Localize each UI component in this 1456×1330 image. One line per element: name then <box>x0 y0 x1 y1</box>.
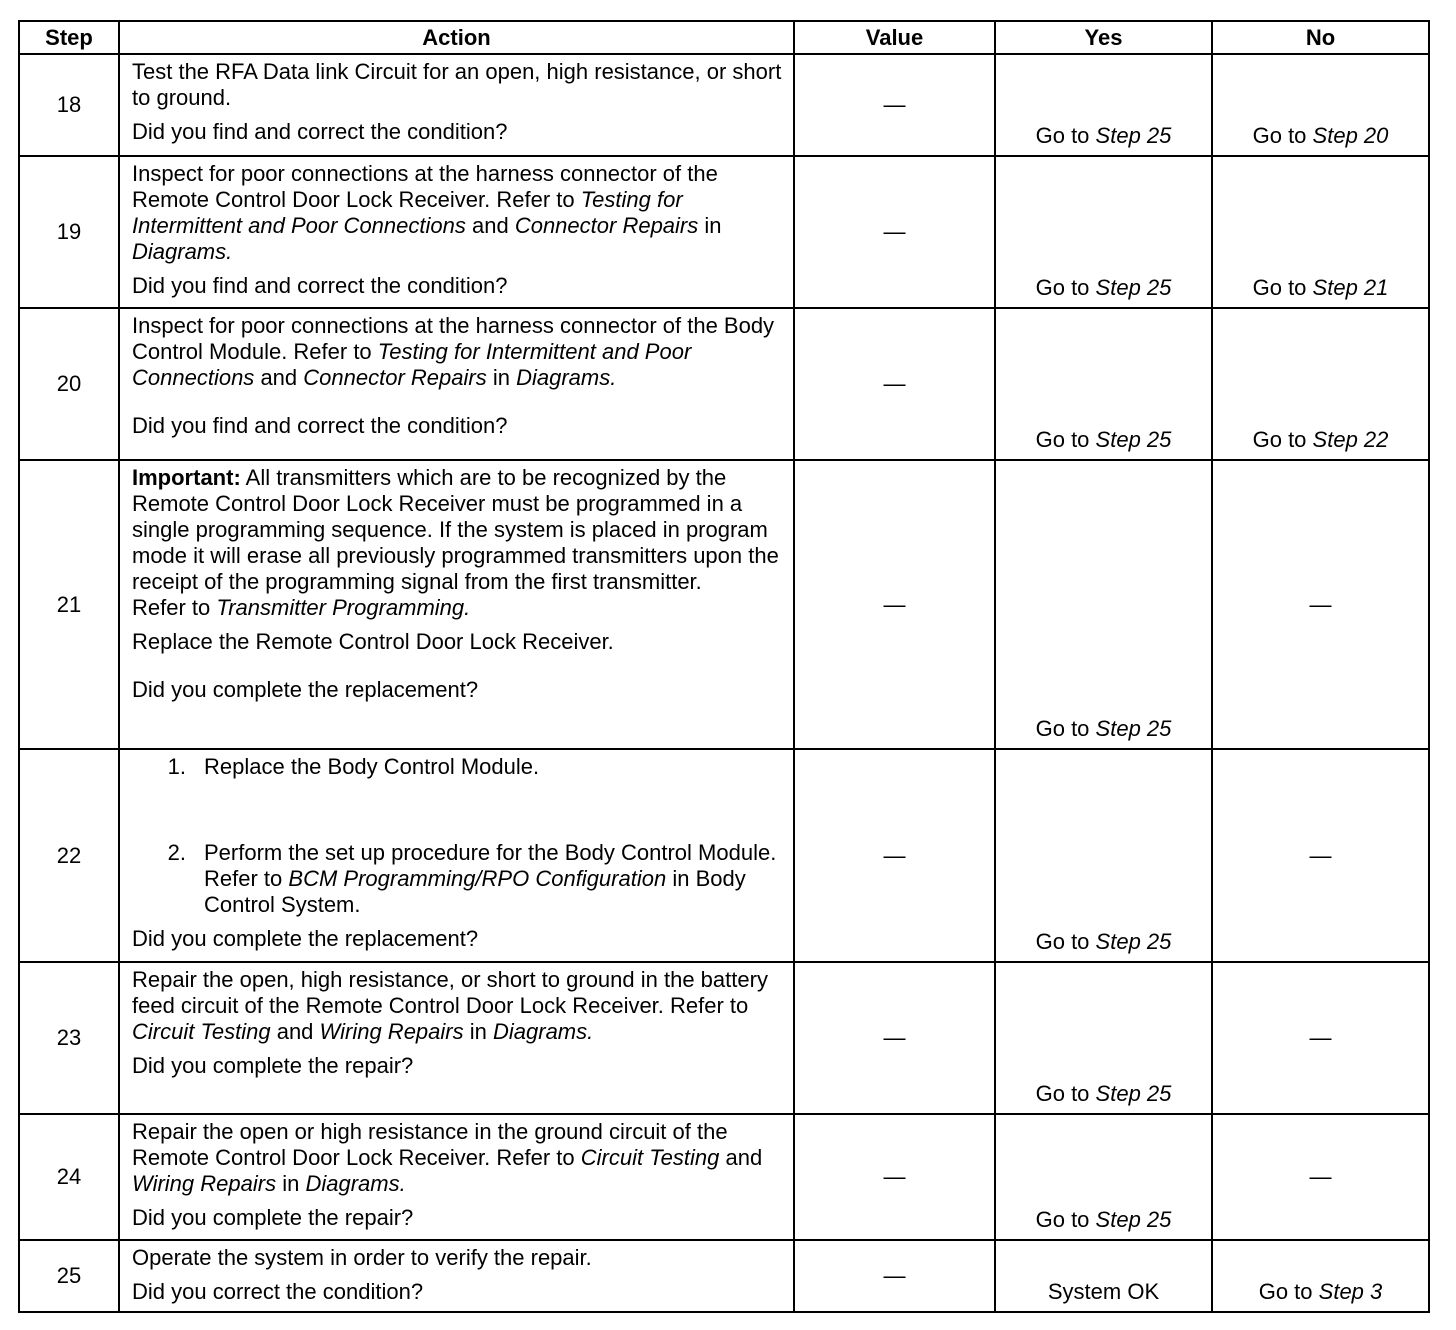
reference-1: Testing for Intermittent and Poor Connections <box>132 339 692 390</box>
action-question: Did you complete the replacement? <box>132 926 479 951</box>
goto-label: Go to <box>1035 1207 1090 1232</box>
header-no: No <box>1212 21 1429 54</box>
table-row <box>19 1114 1429 1240</box>
no-step-link: Step 21 <box>1312 275 1389 300</box>
and-word: and <box>725 1145 763 1170</box>
table-row <box>19 460 1429 749</box>
step-number: 18 <box>19 54 119 156</box>
important-note <box>132 465 783 621</box>
value-cell: — <box>794 156 995 308</box>
list-text <box>204 840 783 918</box>
reference-2: Wiring Repairs <box>132 1171 277 1196</box>
no-cell <box>1212 54 1429 156</box>
important-text: All transmitters which are to be recognized by the Remote Control Door Lock Receiver must be programmed in a single programming sequence. If the system is placed in program mode it will erase all previously programmed transmitters upon the receipt of the programming signal from the first transmitter. <box>132 465 779 594</box>
reference-3: Diagrams. <box>516 365 617 390</box>
action-text: Replace the Remote Control Door Lock Receiver. <box>132 629 614 654</box>
value-cell: — <box>794 308 995 460</box>
goto-label: Go to <box>1035 427 1090 452</box>
yes-cell <box>995 156 1212 308</box>
step-number: 22 <box>19 749 119 962</box>
table-row <box>19 308 1429 460</box>
in-word: in <box>282 1171 300 1196</box>
goto-label: Go to <box>1252 123 1307 148</box>
action-text: Operate the system in order to verify the repair. <box>132 1245 592 1270</box>
step-number: 25 <box>19 1240 119 1312</box>
no-cell: — <box>1212 1114 1429 1240</box>
no-cell <box>1212 308 1429 460</box>
step-number: 23 <box>19 962 119 1114</box>
reference-3: Diagrams. <box>132 239 233 264</box>
yes-cell <box>995 1114 1212 1240</box>
item-intro: Perform the set up procedure for the Body Control Module. Refer to <box>204 840 777 891</box>
step-number: 24 <box>19 1114 119 1240</box>
value-cell: — <box>794 1240 995 1312</box>
yes-cell: System OK <box>995 1240 1212 1312</box>
yes-step-link: Step 25 <box>1095 427 1172 452</box>
header-yes: Yes <box>995 21 1212 54</box>
refer-word: Refer to <box>132 595 211 620</box>
action-question: Did you find and correct the condition? <box>132 119 508 144</box>
value-cell: — <box>794 962 995 1114</box>
reference-2: Connector Repairs <box>303 365 487 390</box>
table-row <box>19 1240 1429 1312</box>
list-item <box>150 840 783 918</box>
action-text <box>132 967 783 1045</box>
table-row <box>19 962 1429 1114</box>
list-text: Replace the Body Control Module. <box>204 754 540 779</box>
reference-2: Wiring Repairs <box>319 1019 464 1044</box>
reference-1: Testing for Intermittent and Poor Connections <box>132 187 683 238</box>
action-cell <box>119 156 794 308</box>
reference-2: Connector Repairs <box>514 213 699 238</box>
value-cell: — <box>794 749 995 962</box>
action-text: Test the RFA Data link Circuit for an open, high resistance, or short to ground. <box>132 59 782 110</box>
yes-cell <box>995 749 1212 962</box>
action-text <box>132 161 783 265</box>
reference-1: Transmitter Programming. <box>216 595 471 620</box>
no-cell <box>1212 1240 1429 1312</box>
reference-3: Diagrams. <box>305 1171 406 1196</box>
goto-label: Go to <box>1035 123 1090 148</box>
list-item <box>150 754 783 780</box>
yes-cell <box>995 962 1212 1114</box>
action-intro: Inspect for poor connections at the harness connector of the Remote Control Door Lock Receiver. Refer to <box>132 161 718 212</box>
no-cell <box>1212 156 1429 308</box>
action-cell <box>119 749 794 962</box>
yes-step-link: Step 25 <box>1095 929 1172 954</box>
important-label: Important: <box>132 465 241 490</box>
yes-step-link: Step 25 <box>1095 1207 1172 1232</box>
value-cell: — <box>794 460 995 749</box>
reference-1: BCM Programming/RPO Configuration <box>288 866 667 891</box>
action-cell <box>119 54 794 156</box>
yes-step-link: Step 25 <box>1095 275 1172 300</box>
action-cell <box>119 1240 794 1312</box>
header-value: Value <box>794 21 995 54</box>
yes-cell <box>995 308 1212 460</box>
header-step: Step <box>19 21 119 54</box>
step-number: 21 <box>19 460 119 749</box>
and-word: and <box>471 213 509 238</box>
table-row <box>19 749 1429 962</box>
action-question: Did you complete the repair? <box>132 1205 414 1230</box>
and-word: and <box>260 365 298 390</box>
yes-step-link: Step 25 <box>1095 123 1172 148</box>
goto-label: Go to <box>1252 275 1307 300</box>
no-step-link: Step 22 <box>1312 427 1389 452</box>
table-row <box>19 54 1429 156</box>
action-cell <box>119 308 794 460</box>
goto-label: Go to <box>1252 427 1307 452</box>
table-row <box>19 156 1429 308</box>
reference-1: Circuit Testing <box>580 1145 720 1170</box>
action-question: Did you correct the condition? <box>132 1279 424 1304</box>
step-number: 19 <box>19 156 119 308</box>
no-step-link: Step 3 <box>1318 1279 1383 1304</box>
and-word: and <box>276 1019 314 1044</box>
goto-label: Go to <box>1035 1081 1090 1106</box>
action-cell <box>119 1114 794 1240</box>
action-question: Did you complete the repair? <box>132 1053 414 1078</box>
action-intro: Repair the open, high resistance, or short to ground in the battery feed circuit of the Remote Control Door Lock Receiver. Refer to <box>132 967 768 1018</box>
no-cell: — <box>1212 962 1429 1114</box>
goto-label: Go to <box>1258 1279 1313 1304</box>
action-question: Did you find and correct the condition? <box>132 413 508 438</box>
list-number: 2. <box>167 840 186 865</box>
action-cell <box>119 962 794 1114</box>
goto-label: Go to <box>1035 929 1090 954</box>
no-cell: — <box>1212 749 1429 962</box>
no-cell: — <box>1212 460 1429 749</box>
action-text <box>132 313 783 391</box>
yes-cell <box>995 54 1212 156</box>
reference-3: Diagrams. <box>493 1019 594 1044</box>
value-cell: — <box>794 54 995 156</box>
in-word: in <box>469 1019 487 1044</box>
yes-step-link: Step 25 <box>1095 716 1172 741</box>
yes-step-link: Step 25 <box>1095 1081 1172 1106</box>
header-action: Action <box>119 21 794 54</box>
yes-cell <box>995 460 1212 749</box>
action-question: Did you complete the replacement? <box>132 677 479 702</box>
diagnostic-table <box>18 20 1430 1313</box>
value-cell: — <box>794 1114 995 1240</box>
in-word: in <box>492 365 510 390</box>
in-word: in <box>704 213 722 238</box>
action-text <box>132 1119 783 1197</box>
list-number: 1. <box>167 754 186 779</box>
no-step-link: Step 20 <box>1312 123 1389 148</box>
action-intro: Inspect for poor connections at the harness connector of the Body Control Module. Refer to <box>132 313 775 364</box>
action-question: Did you find and correct the condition? <box>132 273 508 298</box>
action-cell <box>119 460 794 749</box>
header-row <box>19 21 1429 54</box>
goto-label: Go to <box>1035 716 1090 741</box>
reference-1: Circuit Testing <box>132 1019 271 1044</box>
step-number: 20 <box>19 308 119 460</box>
action-intro: Repair the open or high resistance in the ground circuit of the Remote Control Door Lock Receiver. Refer to <box>132 1119 728 1170</box>
item-tail: in Body Control System. <box>204 866 746 917</box>
goto-label: Go to <box>1035 275 1090 300</box>
